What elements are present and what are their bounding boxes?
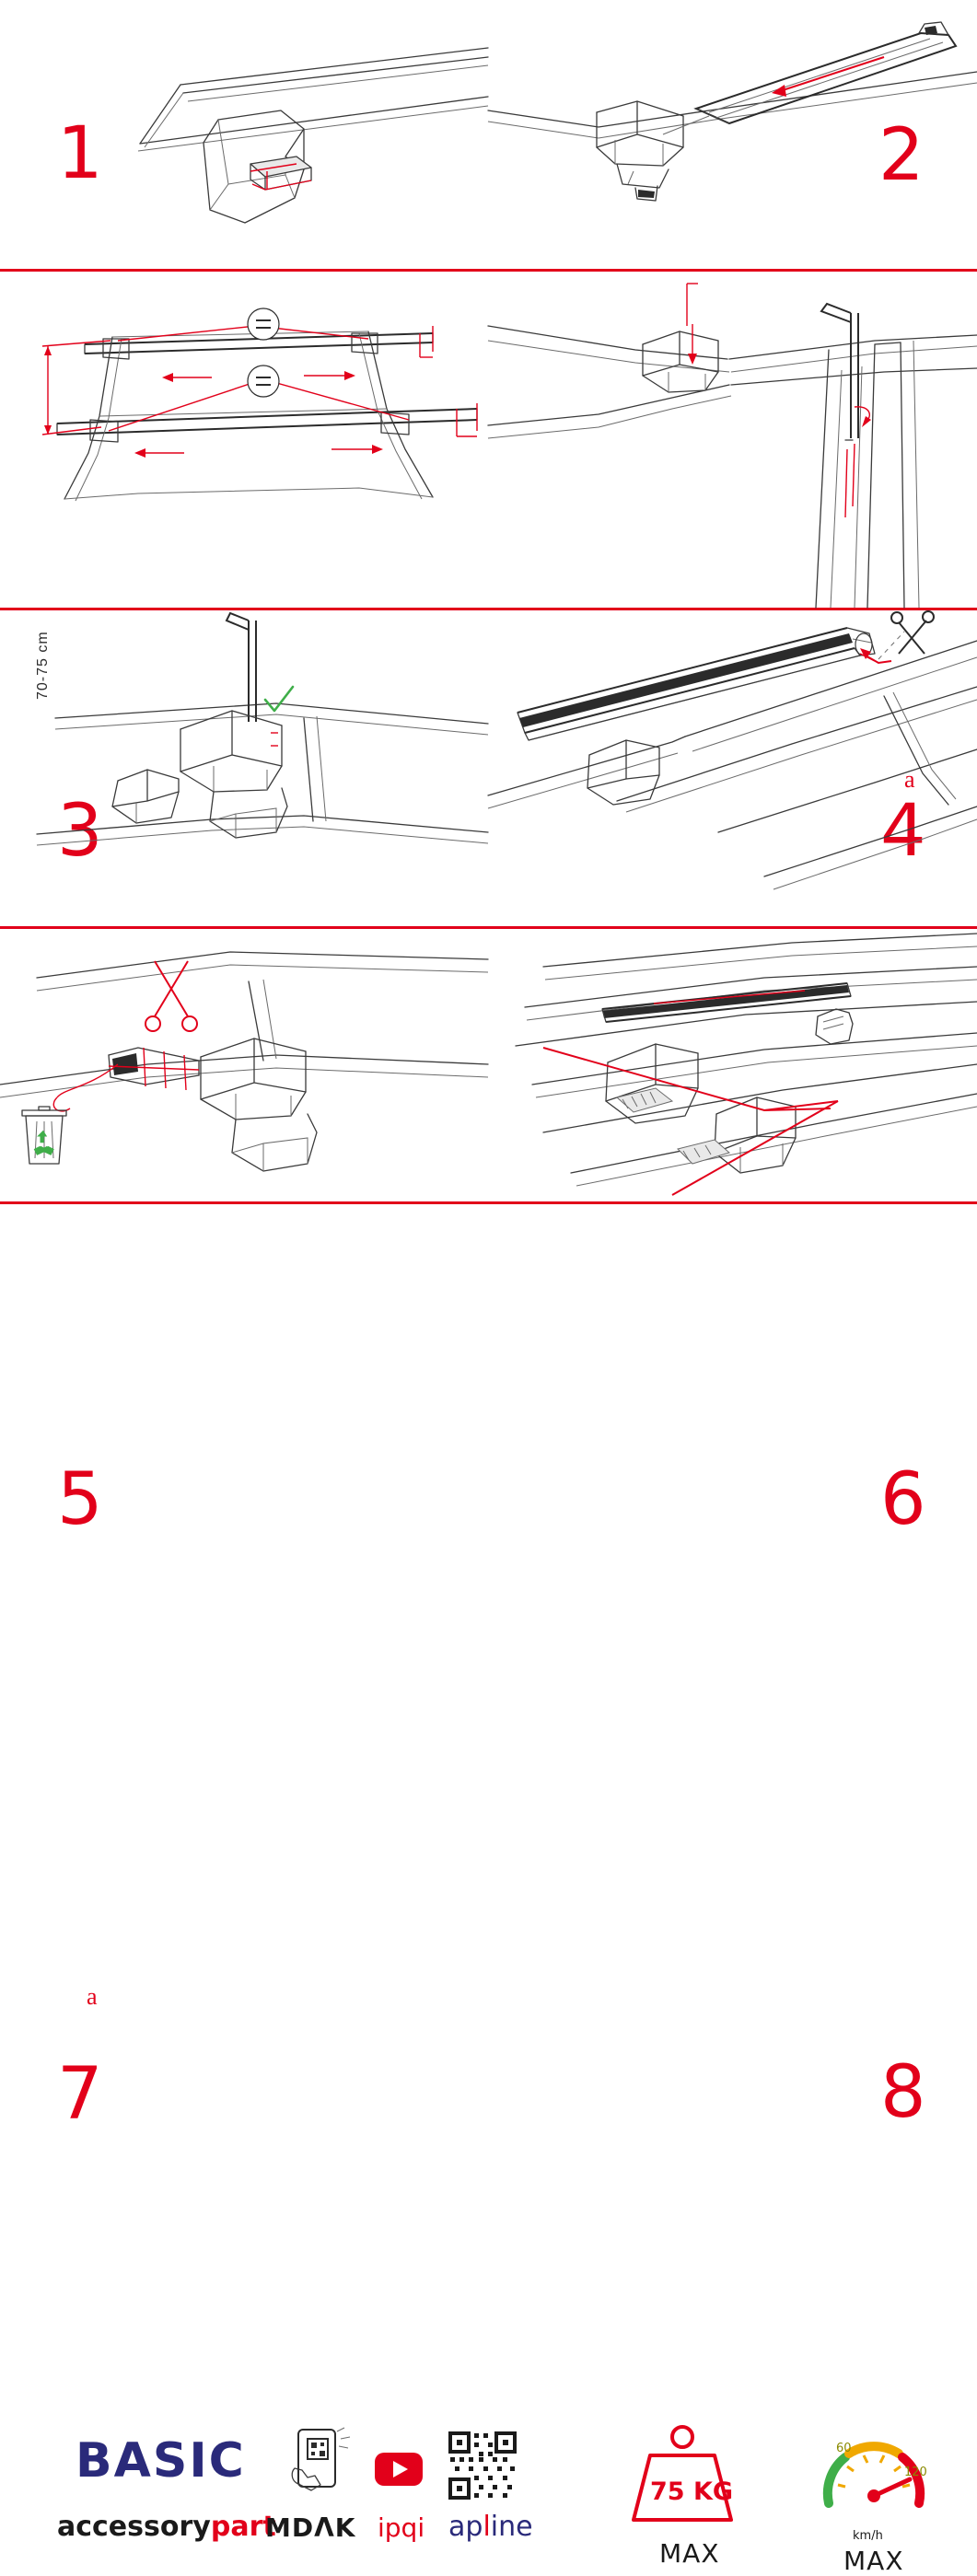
- step-5-illustration: [0, 608, 488, 926]
- brand-l-letter: l: [483, 2511, 491, 2543]
- brand-accessorypart-logo: [57, 2511, 276, 2543]
- weight-max-label: MAX: [659, 2538, 720, 2569]
- step-number-3: 3: [57, 790, 101, 873]
- brand-mdak-logo: MDΛK: [265, 2512, 356, 2543]
- step-panel-4: [488, 269, 977, 873]
- step-panel-3: [0, 269, 488, 873]
- weight-value: 75 KG: [650, 2477, 734, 2506]
- step-number-6: 6: [880, 1458, 925, 1541]
- step-number-1: 1: [57, 112, 101, 195]
- step-number-8: 8: [880, 2051, 925, 2134]
- step-number-5: 5: [57, 1458, 101, 1541]
- step-panel-6: [488, 608, 977, 1541]
- dimension-bar-spacing: 70-75 cm: [35, 631, 51, 700]
- step-3-illustration: [0, 269, 488, 608]
- step-4-illustration: [488, 269, 977, 608]
- brand-part-word: part: [210, 2511, 276, 2543]
- part-label-a-step6: a: [904, 766, 915, 793]
- step-number-2: 2: [878, 114, 923, 197]
- speedometer-icon: [814, 2424, 934, 2527]
- step-panel-5: [0, 608, 488, 1541]
- svg-text:60: 60: [836, 2442, 852, 2455]
- weight-icon: [622, 2424, 742, 2525]
- step-panel-1: [0, 0, 488, 269]
- qr-code-icon: [448, 2431, 517, 2500]
- step-panel-8: [488, 926, 977, 2134]
- brand-accessory-word: accessory: [57, 2511, 211, 2543]
- brand-ipqi-logo: ipqi: [378, 2512, 425, 2543]
- brand-apline-logo: [448, 2511, 533, 2543]
- step-8-illustration: [488, 926, 977, 1201]
- footer-brand-strip: [0, 1201, 977, 2576]
- part-label-a-step7: a: [87, 1983, 98, 2010]
- step-number-7: 7: [57, 2053, 101, 2136]
- step-panel-2: [488, 0, 977, 269]
- qr-scan-phone-icon: [285, 2426, 352, 2503]
- speed-unit-label: km/h: [853, 2529, 883, 2543]
- youtube-icon[interactable]: [374, 2452, 424, 2487]
- svg-text:120: 120: [904, 2466, 927, 2479]
- brand-basic-logo: BASIC: [76, 2433, 246, 2489]
- speed-max-label: MAX: [843, 2546, 904, 2576]
- step-7-illustration: [0, 926, 488, 1201]
- brand-ine-word: ine: [490, 2511, 533, 2543]
- step-number-4: 4: [880, 790, 925, 873]
- brand-ap-word: ap: [448, 2511, 483, 2543]
- step-panel-7: [0, 926, 488, 2136]
